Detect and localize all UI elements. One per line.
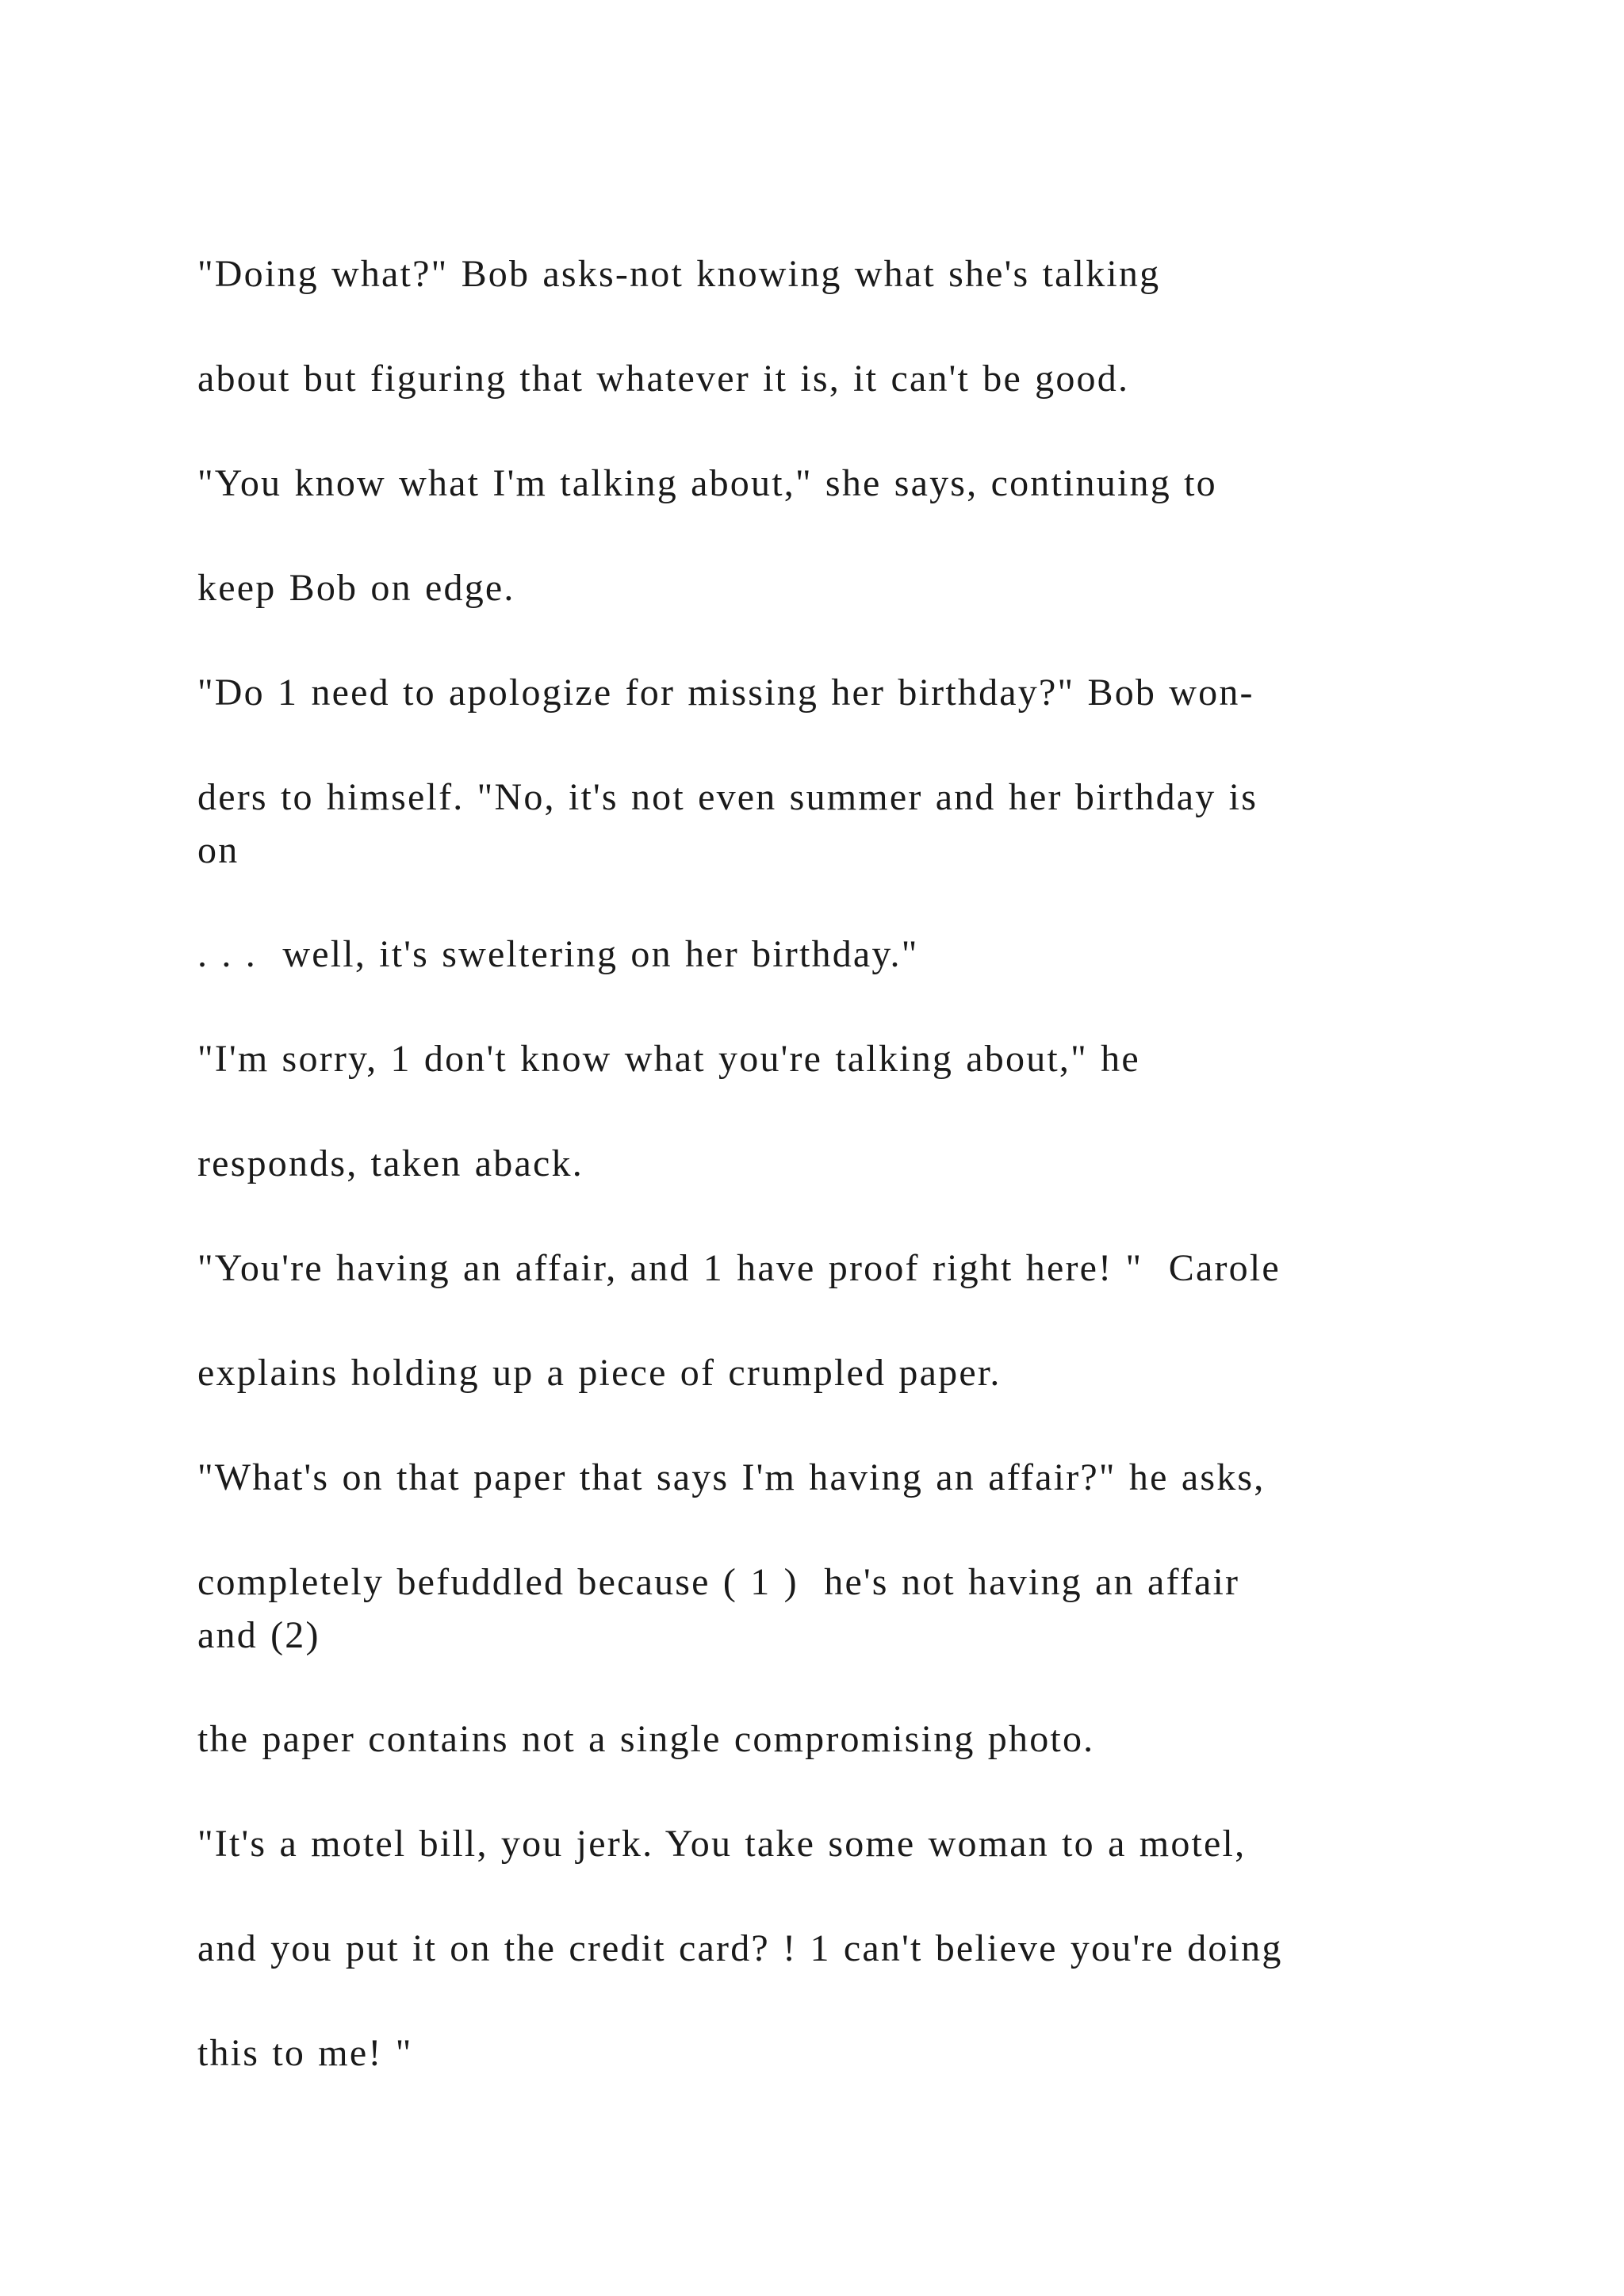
- text-line: "You're having an affair, and 1 have proof right here! " Carole: [197, 1247, 1281, 1289]
- text-line: ders to himself. "No, it's not even summer and her birthday is: [197, 776, 1258, 818]
- text-line: "I'm sorry, 1 don't know what you're talking about," he: [197, 1038, 1140, 1080]
- text-line: keep Bob on edge.: [197, 567, 515, 609]
- text-line: this to me! ": [197, 2032, 413, 2074]
- text-line: responds, taken aback.: [197, 1142, 584, 1184]
- text-line: "It's a motel bill, you jerk. You take some woman to a motel,: [197, 1823, 1247, 1865]
- text-line: "Do 1 need to apologize for missing her birthday?" Bob won-: [197, 672, 1254, 714]
- text-line: "You know what I'm talking about," she says, continuing to: [197, 462, 1217, 504]
- text-line: explains holding up a piece of crumpled paper.: [197, 1352, 1002, 1394]
- text-line: . . . well, it's sweltering on her birthday.": [197, 933, 919, 975]
- text-line: and you put it on the credit card? ! 1 can't believe you're doing: [197, 1927, 1283, 1969]
- text-line: about but figuring that whatever it is, it can't be good.: [197, 358, 1130, 400]
- text-line: on: [197, 829, 239, 871]
- text-line: and (2): [197, 1614, 320, 1656]
- text-line: "Doing what?" Bob asks-not knowing what she's talking: [197, 253, 1161, 295]
- text-line: "What's on that paper that says I'm having an affair?" he asks,: [197, 1456, 1266, 1498]
- text-line: the paper contains not a single compromising photo.: [197, 1718, 1095, 1760]
- text-line: completely befuddled because ( 1 ) he's not having an affair: [197, 1561, 1240, 1603]
